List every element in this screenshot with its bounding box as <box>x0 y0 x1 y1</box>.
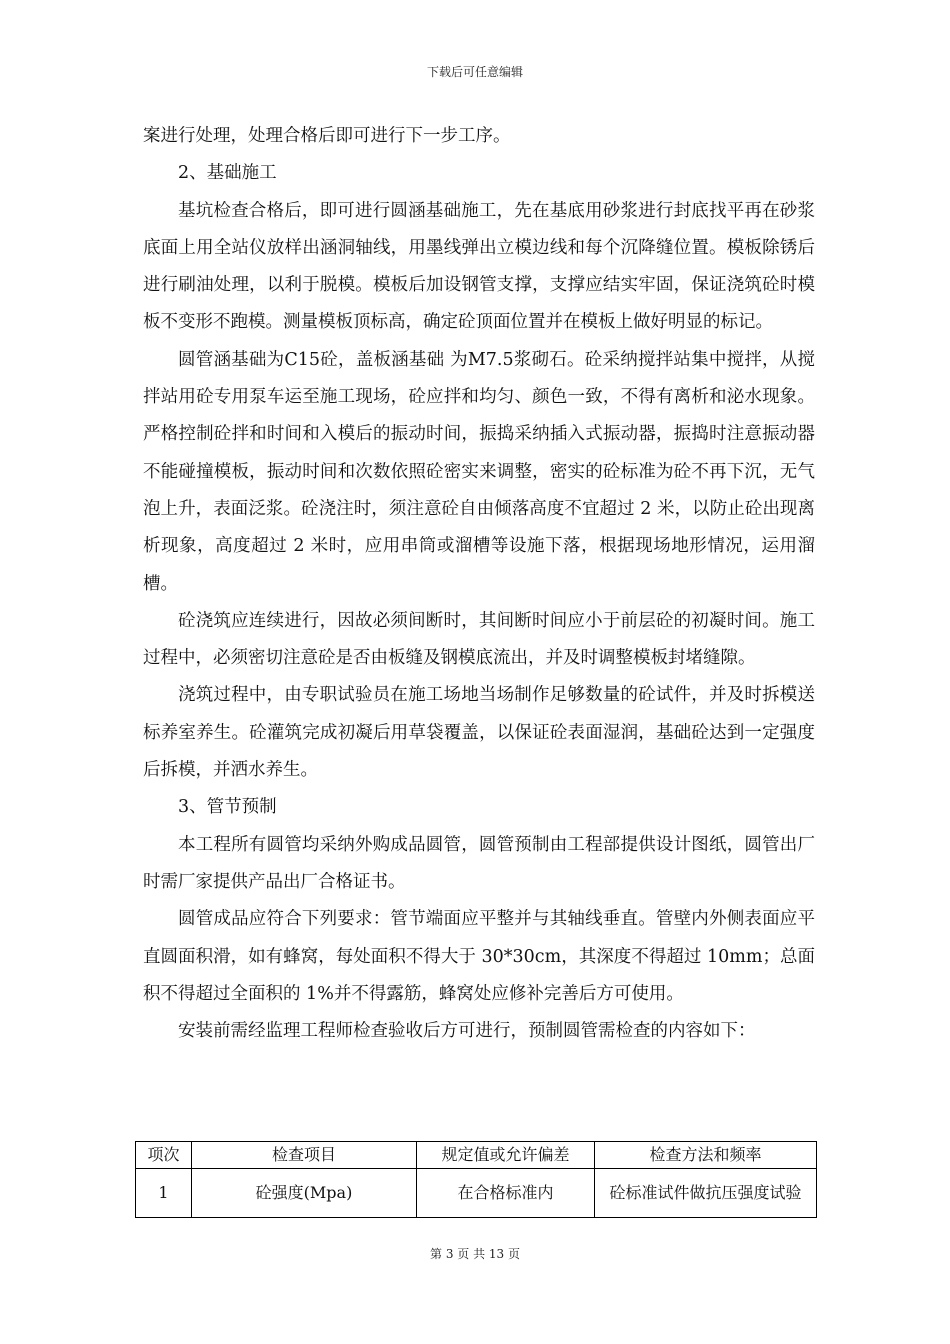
paragraph-foundation-concrete: 圆管涵基础为C15砼，盖板涵基础 为M7.5浆砌石。砼采纳搅拌站集中搅拌，从搅拌站用砼专用泵车运至施工现场，砼应拌和均匀、颜色一致，不得有离析和泌水现象。严格控制砼拌和时间和入模后的振动时间，振捣采纳插入式振动器，振捣时注意振动器不能碰撞模板，振动时间和次数依照砼密实来调整，密实的砼标准为砼不再下沉，无气泡上升，表面泛浆。砼浇注时，须注意砼自由倾落高度不宜超过 2 米，以防止砼出现离析现象，高度超过 2 米时，应用串筒或溜槽等设施下落，根据现场地形情况，运用溜槽。 <box>143 349 815 594</box>
page-footer: 第 3 页 共 13 页 <box>430 1247 520 1261</box>
section-heading-foundation: 2、基础施工 <box>178 163 277 184</box>
paragraph-pipe-requirements: 圆管成品应符合下列要求：管节端面应平整并与其轴线垂直。管壁内外侧表面应平直圆面积滑，如有蜂窝，每处面积不得大于 30*30cm，其深度不得超过 10mm；总面积不得超过全面积的 1%并不得露筋，蜂窝处应修补完善后方可使用。 <box>143 909 815 1004</box>
table-header-cell: 检查方法和频率 <box>595 1142 817 1169</box>
paragraph-pipe-source: 本工程所有圆管均采纳外购成品圆管，圆管预制由工程部提供设计图纸，圆管出厂时需厂家提供产品出厂合格证书。 <box>143 834 815 892</box>
paragraph-foundation-prep: 基坑检查合格后，即可进行圆涵基础施工，先在基底用砂浆进行封底找平再在砂浆底面上用全站仪放样出涵洞轴线，用墨线弹出立模边线和每个沉降缝位置。模板除锈后进行刷油处理，以利于脱模。模板后加设钢管支撑，支撑应结实牢固，保证浇筑砼时模板不变形不跑模。测量模板顶标高，确定砼顶面位置并在模板上做好明显的标记。 <box>143 200 815 333</box>
section-heading-pipe-prefab: 3、管节预制 <box>178 797 277 818</box>
table-cell: 砼标准试件做抗压强度试验 <box>595 1169 817 1218</box>
inspection-table <box>135 1141 817 1218</box>
table-header-cell: 规定值或允许偏差 <box>417 1142 595 1169</box>
table-header-cell: 项次 <box>136 1142 192 1169</box>
paragraph-curing: 浇筑过程中，由专职试验员在施工场地当场制作足够数量的砼试件，并及时拆模送标养室养生。砼灌筑完成初凝后用草袋覆盖，以保证砼表面湿润，基础砼达到一定强度后拆模，并洒水养生。 <box>143 685 815 781</box>
document-body <box>143 118 815 1050</box>
page-header: 下载后可任意编辑 <box>426 65 523 79</box>
table-header-cell: 检查项目 <box>192 1142 417 1169</box>
paragraph-inspection-intro: 安装前需经监理工程师检查验收后方可进行，预制圆管需检查的内容如下： <box>178 1021 756 1042</box>
table-cell: 在合格标准内 <box>417 1169 595 1218</box>
table-cell: 1 <box>136 1169 192 1218</box>
paragraph-continuous-pouring: 砼浇筑应连续进行，因故必须间断时，其间断时间应小于前层砼的初凝时间。施工过程中，必须密切注意砼是否由板缝及钢模底流出，并及时调整模板封堵缝隙。 <box>143 610 815 669</box>
paragraph-continuation: 案进行处理，处理合格后即可进行下一步工序。 <box>143 126 511 146</box>
table-row <box>136 1169 817 1218</box>
table-header-row <box>136 1142 817 1169</box>
table-cell: 砼强度(Mpa) <box>192 1169 417 1218</box>
